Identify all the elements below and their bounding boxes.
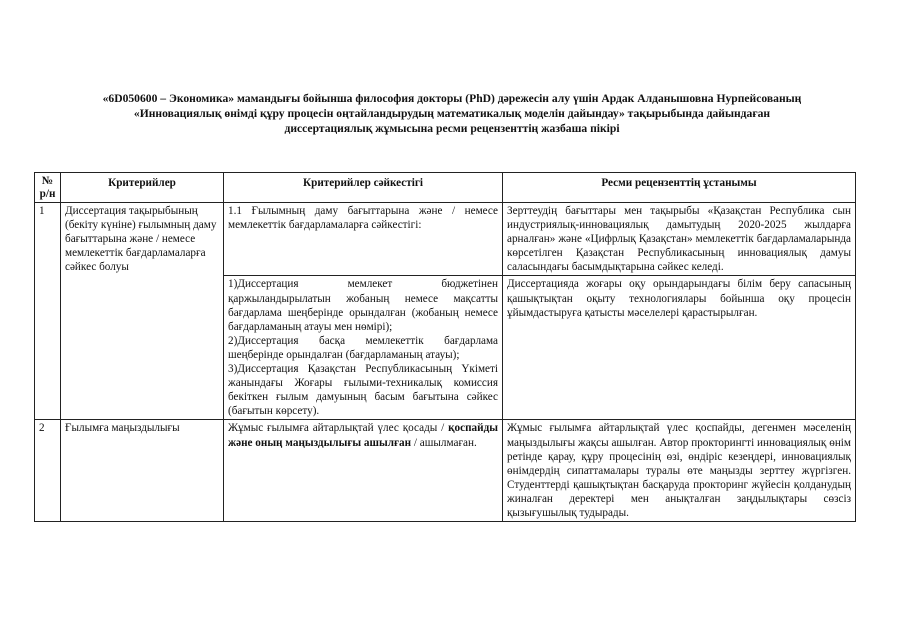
header-compliance: Критерийлер сәйкестігі <box>224 173 503 203</box>
compliance-cell <box>224 420 503 522</box>
criterion-cell: Ғылымға маңыздылығы <box>61 420 224 522</box>
compliance-emphasis: қоспайды және оның маңыздылығы ашылған <box>228 422 498 449</box>
reviewer-position-cell: Зерттеудің бағыттары мен тақырыбы «Қазақстан Республика сын индустриялық-инновациялық дамытудың 2020-2025 жылдарға арналған» және «Цифрлық Қазақстан» мемлекеттік бағдарламаларында көрсетілген Қазақстан Республикасының инновациялық дамуы саласындағы басымдықтарына сәйкес келеді. <box>503 203 856 276</box>
header-criteria: Критерийлер <box>61 173 224 203</box>
compliance-item: 2)Диссертация басқа мемлекеттік бағдарлама шеңберінде орындалған (бағдарламаның атауы); <box>228 334 498 361</box>
compliance-item: 1)Диссертация мемлекет бюджетінен қаржыландырылатын жобаның немесе мақсатты бағдарлама шеңберінде орындалған (жобаның немесе бағдарламаның атауы мен нөмірі); <box>228 278 498 333</box>
reviewer-position-cell: Диссертацияда жоғары оқу орындарындағы білім беру сапасының қашықтықтан оқыту технологиялары бойынша оқу процесін ұйымдастыруға қатысты мәселелері қарастырылған. <box>503 276 856 420</box>
row-number-cell: 1 <box>35 203 61 420</box>
compliance-text: / ашылмаған. <box>413 436 477 449</box>
criterion-cell: Диссертация тақырыбының (бекіту күніне) ғылымның даму бағыттарына және / немесе мемлекеттік бағдарламаларға сәйкес болуы <box>61 203 224 420</box>
compliance-cell: 1.1 Ғылымның даму бағыттарына және / немесе мемлекеттік бағдарламаларға сәйкестігі: <box>224 203 503 276</box>
title-line-1: «6D050600 – Экономика» мамандығы бойынша философия докторы (PhD) дәрежесін алу үшін Ардак Алданышовна Нурпейсованың <box>102 92 802 105</box>
header-reviewer-position: Ресми рецензенттің ұстанымы <box>503 173 856 203</box>
title-line-3: диссертациялық жұмысына ресми рецензенттің жазбаша пікірі <box>284 121 620 135</box>
review-table <box>34 172 856 522</box>
header-number: № р/н <box>35 173 61 203</box>
compliance-item: 3)Диссертация Қазақстан Республикасының Үкіметі жанындағы Жоғары ғылыми-техникалық комиссия бекіткен ғылым дамуының басым бағытына сәйкес (бағытын көрсету). <box>228 363 498 418</box>
table-header-row <box>35 173 856 203</box>
reviewer-position-cell: Жұмыс ғылымға айтарлықтай үлес қоспайды, дегенмен мәселенің маңыздылығы жақсы ашылған. Автор прокторингті инновациялық өнім ретінде қарау, құру процесінің өзі, өндіріс кезеңдері, инновациялық өнімдердің сипаттамалары туралы өте маңызды зерттеу жүргізген. Студенттерді қашықтықтан басқаруда прокторинг жүйесін қолданудың жиналған деректері мен анықталған заңдылықтары сөзсіз қызығушылық тудырады. <box>503 420 856 522</box>
title-line-2: «Инновациялық өнімді құру процесін оңтайландырудың математикалық моделін дайындау» тақырыбында дайындаған <box>133 106 771 120</box>
table-row <box>35 420 856 522</box>
document-title <box>52 92 852 136</box>
row-number-cell: 2 <box>35 420 61 522</box>
table-row <box>35 203 856 276</box>
compliance-cell <box>224 276 503 420</box>
compliance-text: Жұмыс ғылымға айтарлықтай үлес қосады / <box>228 422 445 435</box>
